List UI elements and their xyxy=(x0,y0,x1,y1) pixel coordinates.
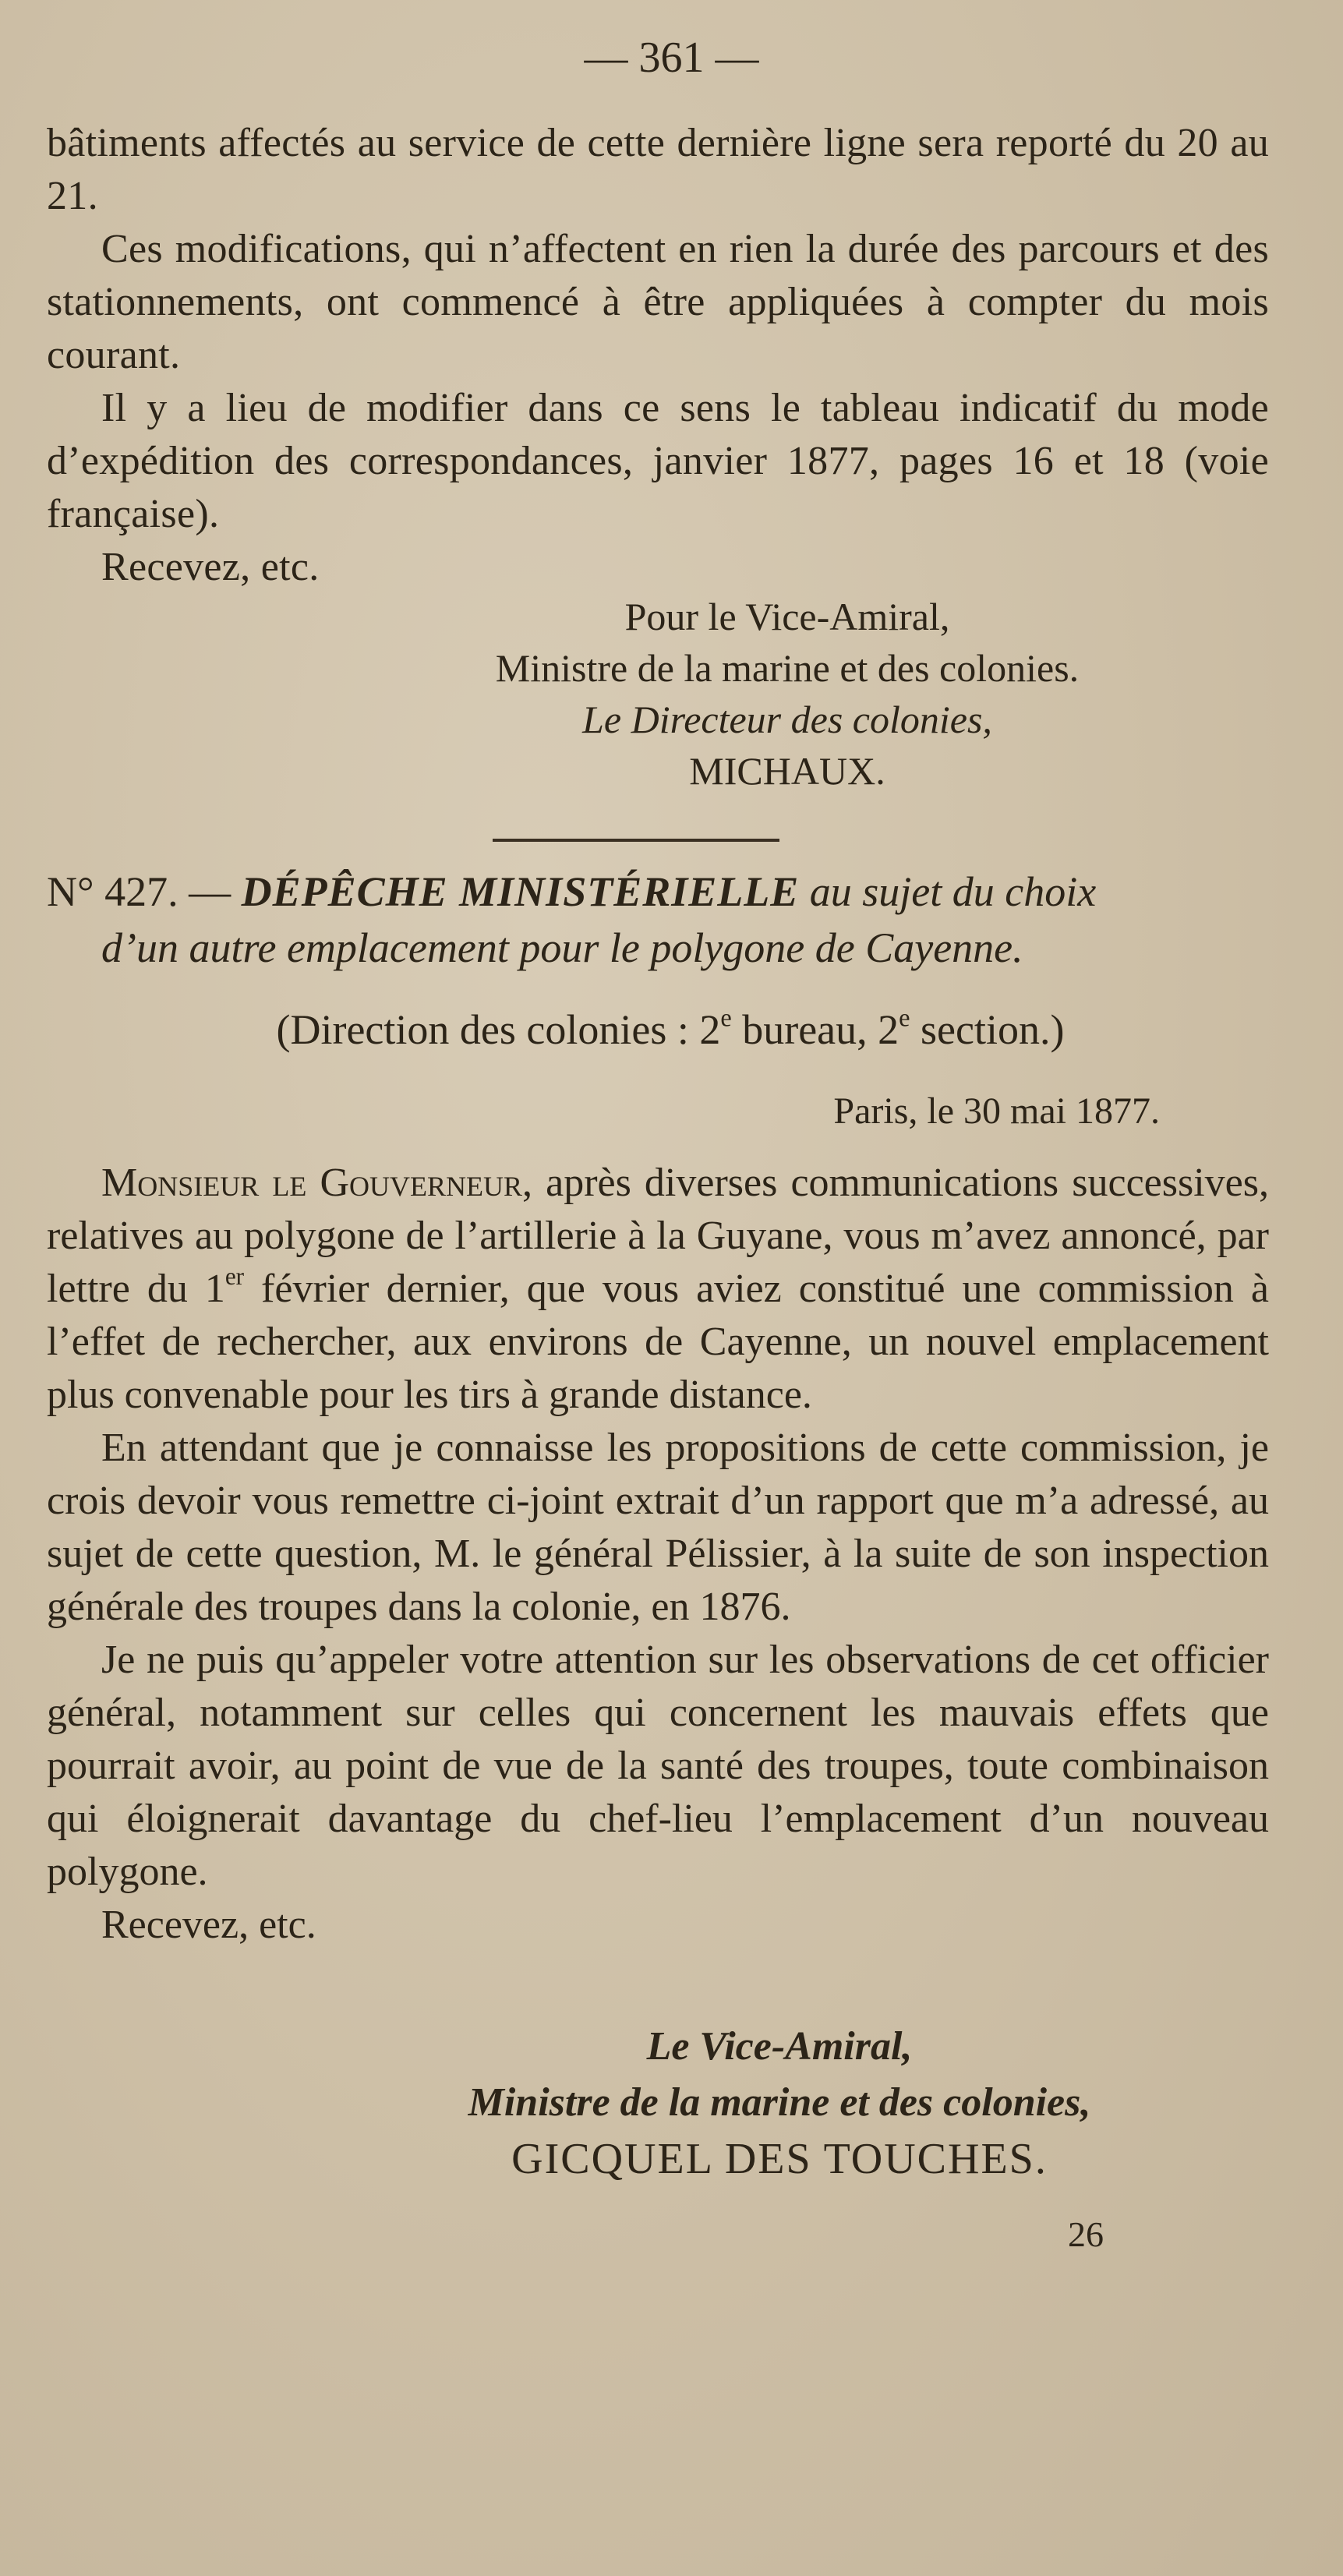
depeche-subject: d’un autre emplacement pour le polygone de Cayenne. xyxy=(101,924,1023,971)
closing: Recevez, etc. xyxy=(101,545,320,589)
closing: Recevez, etc. xyxy=(101,1903,316,1947)
letter-body xyxy=(47,1157,1269,1952)
section-divider xyxy=(493,839,779,842)
signature-block xyxy=(436,591,1138,797)
direction-text: (Direction des colonies : 2 xyxy=(276,1006,721,1053)
dateline: Paris, le 30 mai 1877. xyxy=(833,1090,1160,1132)
signature-line: Le Vice-Amiral, xyxy=(646,2024,913,2069)
depeche-subject: au sujet du choix xyxy=(809,868,1097,915)
signature-line: Le Directeur des colonies, xyxy=(582,698,992,741)
paragraph: Il y a lieu de modifier dans ce sens le tableau indicatif du mode d’expédition des correspondances, janvier 1877, pages 16 et 18 (voie française). xyxy=(47,386,1269,536)
signature-line: Ministre de la marine et des colonies. xyxy=(495,646,1080,690)
paragraph xyxy=(47,1157,1269,1422)
continued-text xyxy=(47,117,1269,594)
superscript: er xyxy=(224,1263,245,1291)
salutation: Monsieur le Gouverneur, xyxy=(101,1161,532,1205)
depeche-heading: DÉPÊCHE MINISTÉRIELLE xyxy=(241,868,800,915)
superscript: e xyxy=(720,1004,732,1033)
paragraph: En attendant que je connaisse les propositions de cette commission, je crois devoir vous remettre ci-joint extrait d’un rapport que m’a adressé, au sujet de cette question, M. le général Pélissier, à la suite de son inspection générale des troupes dans la colonie, en 1876. xyxy=(47,1426,1269,1629)
page-number: — 361 — xyxy=(584,34,759,82)
text-run: février dernier, que vous aviez constitué une commission à l’effet de rechercher, aux environs de Cayenne, un nouvel emplacement plus convenable pour les tirs à grande distance. xyxy=(47,1267,1269,1417)
direction-text: bureau, 2 xyxy=(731,1006,899,1053)
direction-text: section.) xyxy=(910,1006,1065,1053)
signature-name: GICQUEL DES TOUCHES. xyxy=(511,2135,1048,2183)
paragraph: Je ne puis qu’appeler votre attention sur les observations de cet officier général, notamment sur celles qui concernent les mauvais effets que pourrait avoir, au point de vue de la santé des troupes, toute combinaison qui éloignerait davantage du chef-lieu l’emplacement d’un nouveau polygone. xyxy=(47,1638,1269,1894)
depeche-number: N° 427. — xyxy=(47,868,231,915)
paragraph: bâtiments affectés au service de cette dernière ligne sera reporté du 20 au 21. xyxy=(47,121,1269,218)
superscript: e xyxy=(899,1004,910,1033)
signature-block xyxy=(359,2019,1200,2187)
paragraph: Ces modifications, qui n’affectent en rien la durée des parcours et des stationnements, ont commencé à être appliquées à compter du mois courant. xyxy=(47,227,1269,377)
folio-number: 26 xyxy=(1068,2214,1104,2254)
signature-line: Pour le Vice-Amiral, xyxy=(624,595,950,638)
signature-line: Ministre de la marine et des colonies, xyxy=(468,2080,1091,2125)
text-run: après diverses communications successives, relatives au polygone de l’artillerie à la Guyane, vous m’avez annoncé, par lettre du 1 xyxy=(47,1161,1269,1311)
depeche-title xyxy=(47,864,1294,976)
direction-line xyxy=(47,1005,1294,1054)
signature-name: MICHAUX. xyxy=(689,749,885,793)
